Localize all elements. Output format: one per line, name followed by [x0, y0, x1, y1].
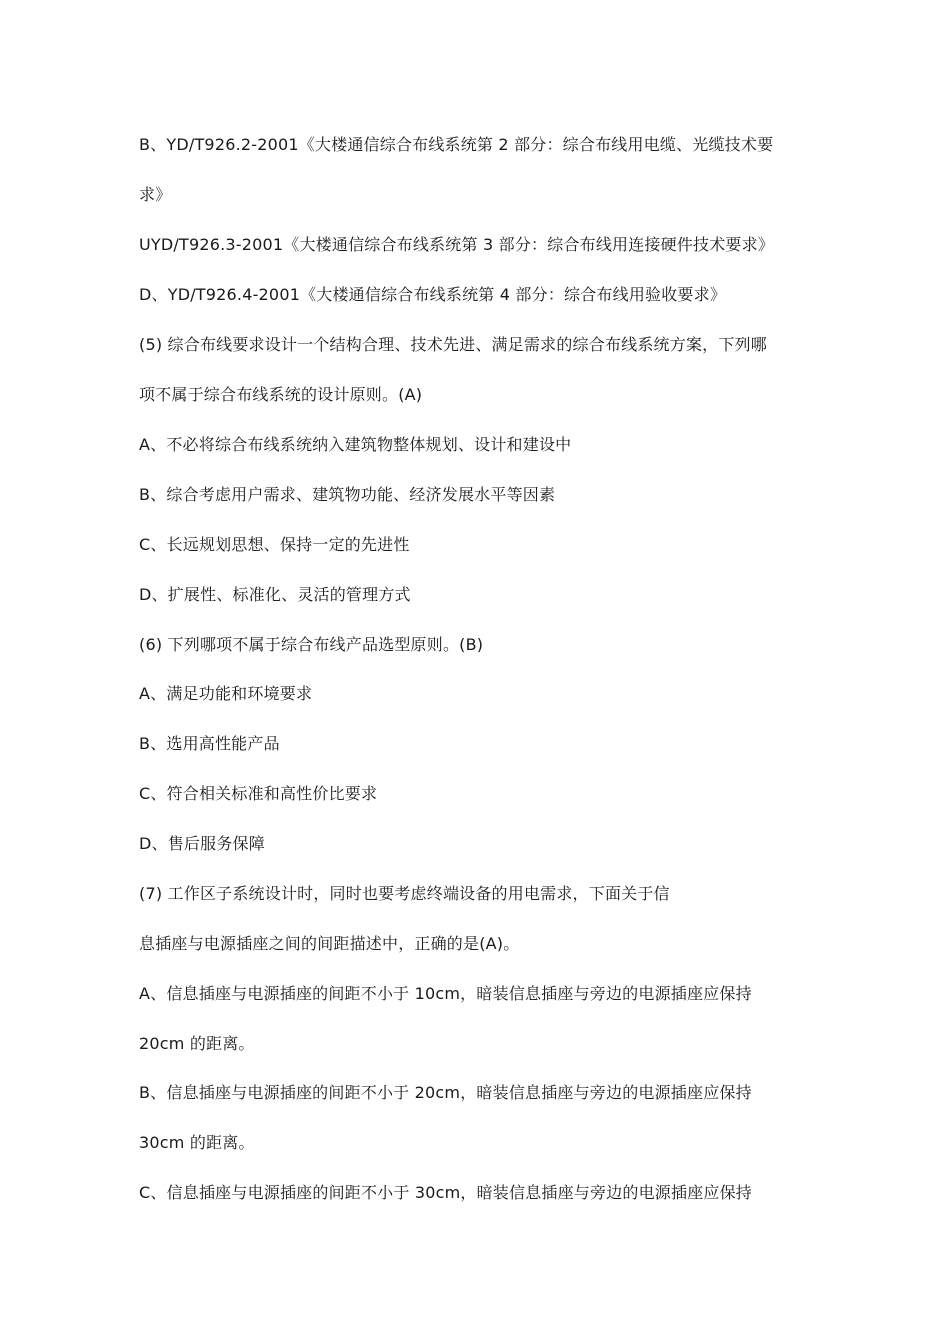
question-5-option-c: C、长远规划思想、保持一定的先进性 [139, 535, 410, 554]
question-6-option-c: C、符合相关标准和高性价比要求 [139, 784, 378, 803]
question-7-text: (7) 工作区子系统设计时，同时也要考虑终端设备的用电需求，下面关于信 [139, 884, 670, 903]
question-7-option-c: C、信息插座与电源插座的间距不小于 30cm，暗装信息插座与旁边的电源插座应保持 [139, 1183, 753, 1202]
question-6-text: (6) 下列哪项不属于综合布线产品选型原则。(B) [139, 635, 484, 654]
question-6-option-b: B、选用高性能产品 [139, 734, 280, 753]
question-6-option-a: A、满足功能和环境要求 [139, 684, 313, 703]
question-5-text: (5) 综合布线要求设计一个结构合理、技术先进、满足需求的综合布线系统方案，下列哪 [139, 335, 767, 354]
question-5-option-b: B、综合考虑用户需求、建筑物功能、经济发展水平等因素 [139, 485, 556, 504]
text-line-option-c-standard-3: UYD/T926.3-2001《大楼通信综合布线系统第 3 部分：综合布线用连接硬件技术要求》 [139, 235, 775, 254]
text-line-option-d-standard-4: D、YD/T926.4-2001《大楼通信综合布线系统第 4 部分：综合布线用验收要求》 [139, 285, 727, 304]
question-7-option-a-continuation: 20cm 的距离。 [139, 1034, 255, 1053]
text-line-continuation: 求》 [139, 185, 172, 204]
question-5-text-continuation: 项不属于综合布线系统的设计原则。(A) [139, 385, 423, 404]
question-5-option-d: D、扩展性、标准化、灵活的管理方式 [139, 585, 411, 604]
question-7-option-b-continuation: 30cm 的距离。 [139, 1133, 255, 1152]
question-7-option-a: A、信息插座与电源插座的间距不小于 10cm，暗装信息插座与旁边的电源插座应保持 [139, 984, 752, 1003]
question-7-option-b: B、信息插座与电源插座的间距不小于 20cm，暗装信息插座与旁边的电源插座应保持 [139, 1083, 752, 1102]
question-6-option-d: D、售后服务保障 [139, 834, 265, 853]
text-line-option-b-standard-2: B、YD/T926.2-2001《大楼通信综合布线系统第 2 部分：综合布线用电缆、光缆技术要 [139, 135, 774, 154]
question-7-text-continuation: 息插座与电源插座之间的间距描述中，正确的是(A)。 [139, 934, 520, 953]
question-5-option-a: A、不必将综合布线系统纳入建筑物整体规划、设计和建设中 [139, 435, 572, 454]
